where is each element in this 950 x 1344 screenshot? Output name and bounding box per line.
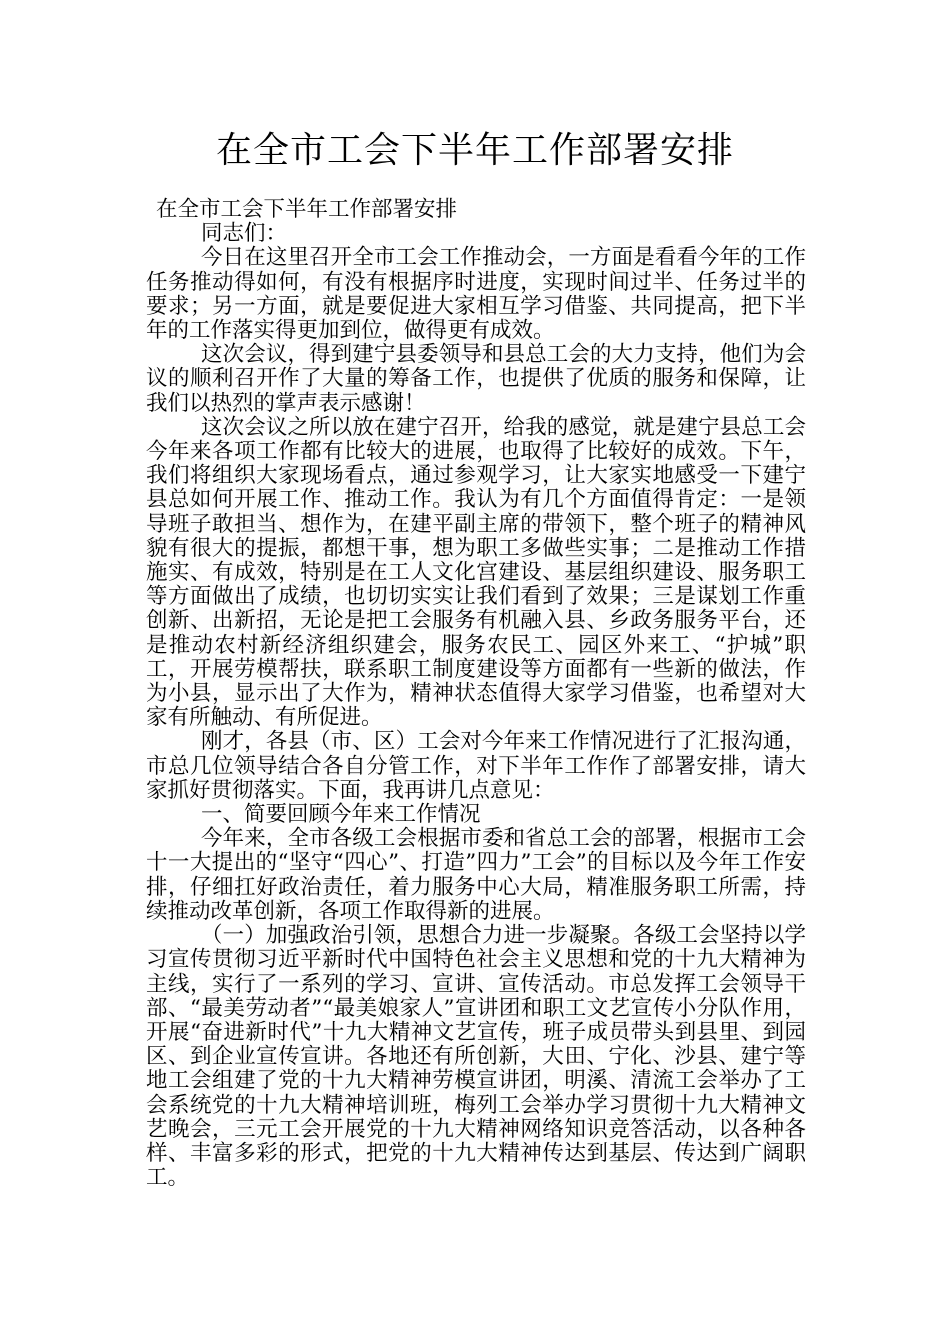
paragraph-review: 今年来，全市各级工会根据市委和省总工会的部署，根据市工会十一大提出的“坚守“四心”、打造”四力”工会”的目标以及今年工作安排，仔细扛好政治责任，着力服务中心大局，精准服务职工所需，持续推动改革创新，各项工作取得新的进展。 <box>146 826 806 924</box>
document-body <box>146 198 806 1190</box>
paragraph-reports: 刚才，各县（市、区）工会对今年来工作情况进行了汇报沟通，市总几位领导结合各自分管工作，对下半年工作作了部署安排，请大家抓好贯彻落实。下面，我再讲几点意见： <box>146 729 806 803</box>
document-subtitle: 在全市工会下半年工作部署安排 <box>156 197 458 222</box>
paragraph-jianning: 这次会议之所以放在建宁召开，给我的感觉，就是建宁县总工会今年来各项工作都有比较大的进展，也取得了比较好的成效。下午，我们将组织大家现场看点，通过参观学习，让大家实地感受一下建宁县总如何开展工作、推动工作。我认为有几个方面值得肯定：一是领导班子敢担当、想作为，在建平副主席的带领下，整个班子的精神风貌有很大的提振，都想干事，想为职工多做些实事；二是推动工作措施实、有成效，特别是在工人文化宫建设、基层组织建设、服务职工等方面做出了成绩，也切切实实让我们看到了效果；三是谋划工作重创新、出新招，无论是把工会服务有机融入县、乡政务服务平台，还是推动农村新经济组织建会，服务农民工、园区外来工、“护城”职工，开展劳模帮扶，联系职工制度建设等方面都有一些新的做法，作为小县，显示出了大作为，精神状态值得大家学习借鉴，也希望对大家有所触动、有所促进。 <box>146 414 806 731</box>
paragraph-thanks: 这次会议，得到建宁县委领导和县总工会的大力支持，他们为会议的顺利召开作了大量的筹备工作，也提供了优质的服务和保障，让我们以热烈的掌声表示感谢！ <box>146 342 806 416</box>
salutation: 同志们： <box>201 221 288 247</box>
document-title: 在全市工会下半年工作部署安排 <box>215 130 734 171</box>
paragraph-opening: 今日在这里召开全市工会工作推动会，一方面是看看今年的工作任务推动得如何，有没有根据序时进度，实现时间过半、任务过半的要求；另一方面，就是要促进大家相互学习借鉴、共同提高，把下半年的工作落实得更加到位，做得更有成效。 <box>146 245 806 344</box>
paragraph-political-guidance: （一）加强政治引领，思想合力进一步凝聚。各级工会坚持以学习宣传贯彻习近平新时代中国特色社会主义思想和党的十九大精神为主线，实行了一系列的学习、宣讲、宣传活动。市总发挥工会领导干部、“最美劳动者”“最美娘家人”宣讲团和职工文艺宣传小分队作用，开展“奋进新时代”十九大精神文艺宣传，班子成员带头到县里、到园区、到企业宣传宣讲。各地还有所创新，大田、宁化、沙县、建宁等地工会组建了党的十九大精神劳模宣讲团，明溪、清流工会举办了工会系统党的十九大精神培训班，梅列工会举办学习贯彻十九大精神文艺晚会，三元工会开展党的十九大精神网络知识竞答活动，以各种各样、丰富多彩的形式，把党的十九大精神传达到基层、传达到广阔职工。 <box>146 923 806 1191</box>
section-heading: 一、简要回顾今年来工作情况 <box>201 802 481 828</box>
